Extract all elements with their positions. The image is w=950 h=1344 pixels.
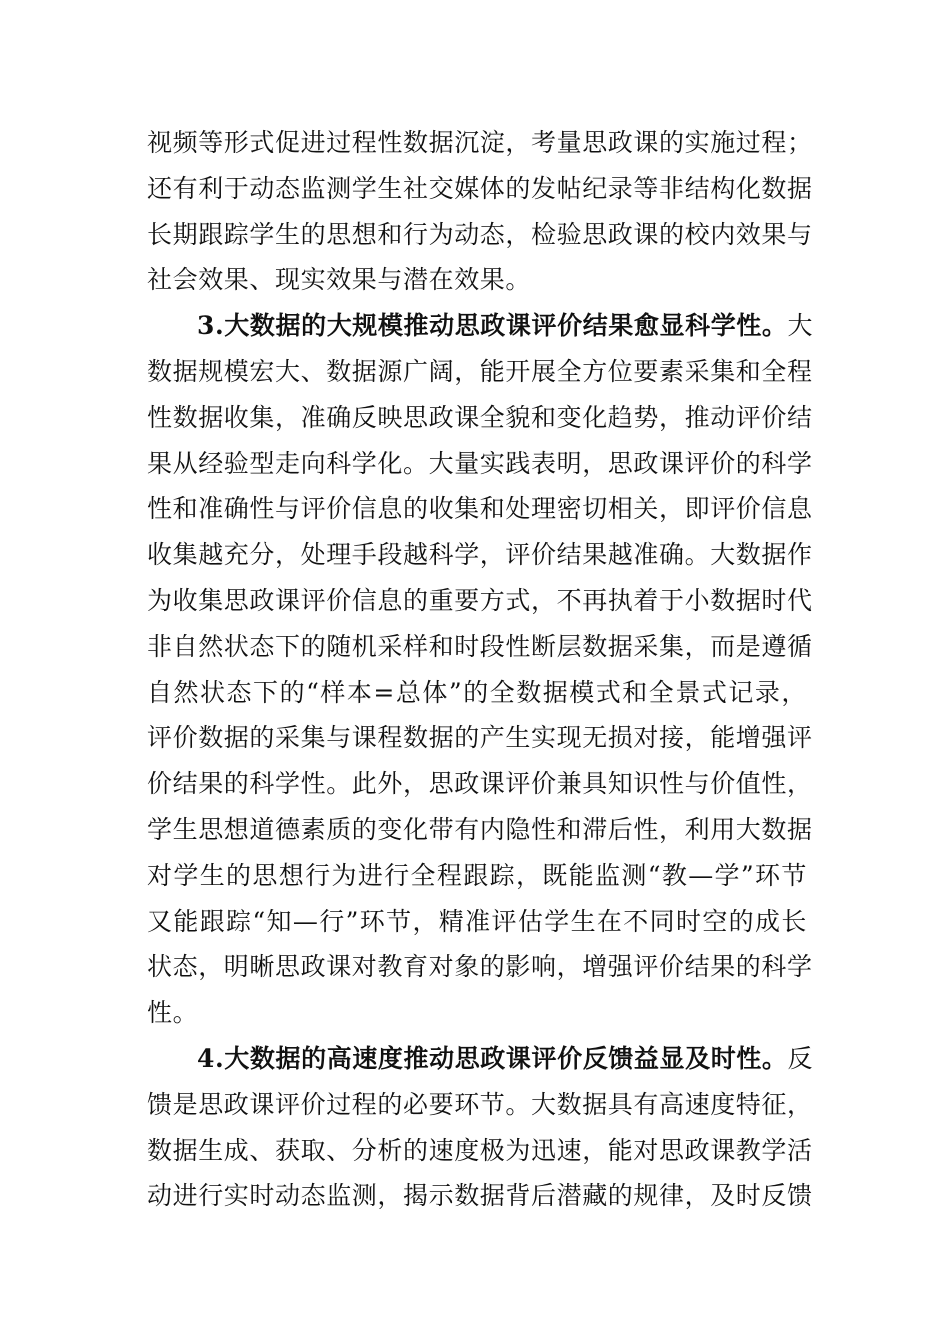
text-line: 状态，明晰思政课对教育对象的影响，增强评价结果的科学 <box>147 952 813 982</box>
text-line: 对学生的思想行为进行全程跟踪，既能监测“教—学”环节 <box>147 860 807 890</box>
text-line: 性。 <box>147 998 199 1028</box>
text-line: 收集越充分，处理手段越科学，评价结果越准确。大数据作 <box>147 540 813 570</box>
text-line: 数据规模宏大、数据源广阔，能开展全方位要素采集和全程 <box>147 356 813 386</box>
text-line: 视频等形式促进过程性数据沉淀，考量思政课的实施过程； <box>147 128 813 157</box>
text-line: 数据生成、获取、分析的速度极为迅速，能对思政课教学活 <box>147 1135 813 1165</box>
text-line: 果从经验型走向科学化。大量实践表明，思政课评价的科学 <box>147 448 813 478</box>
text-line: 性数据收集，准确反映思政课全貌和变化趋势，推动评价结 <box>147 402 813 432</box>
paragraph-4-heading: 4.大数据的高速度推动思政课评价反馈益显及时性。 <box>197 1043 788 1073</box>
text-line: 长期跟踪学生的思想和行为动态，检验思政课的校内效果与 <box>147 219 813 249</box>
text-line: 又能跟踪“知—行”环节，精准评估学生在不同时空的成长 <box>147 906 807 936</box>
paragraph-4-first-line <box>147 1036 814 1082</box>
text-line: 学生思想道德素质的变化带有内隐性和滞后性，利用大数据 <box>147 814 813 844</box>
text-line: 馈是思政课评价过程的必要环节。大数据具有高速度特征， <box>147 1089 813 1119</box>
document-body <box>147 120 814 1219</box>
text-line: 社会效果、现实效果与潜在效果。 <box>147 265 532 295</box>
text-line: 价结果的科学性。此外，思政课评价兼具知识性与价值性， <box>147 769 813 799</box>
paragraph-4 <box>147 1036 814 1219</box>
text-line: 动进行实时动态监测，揭示数据背后潜藏的规律，及时反馈 <box>147 1181 813 1211</box>
text-line: 评价数据的采集与课程数据的产生实现无损对接，能增强评 <box>147 723 813 753</box>
paragraph-4-first-line-rest: 反 <box>787 1043 814 1073</box>
paragraph-3 <box>147 303 814 1036</box>
text-line: 为收集思政课评价信息的重要方式，不再执着于小数据时代 <box>147 585 813 615</box>
paragraph-continuation <box>147 120 813 303</box>
text-line: 非自然状态下的随机采样和时段性断层数据采集，而是遵循 <box>147 631 813 661</box>
text-line: 还有利于动态监测学生社交媒体的发帖纪录等非结构化数据 <box>147 173 813 203</box>
paragraph-3-heading: 3.大数据的大规模推动思政课评价结果愈显科学性。 <box>197 311 788 341</box>
paragraph-3-first-line-rest: 大 <box>787 311 814 341</box>
paragraph-3-first-line <box>147 303 814 349</box>
text-line: 自然状态下的“样本=总体”的全数据模式和全景式记录， <box>147 677 807 707</box>
text-line: 性和准确性与评价信息的收集和处理密切相关，即评价信息 <box>147 494 813 524</box>
